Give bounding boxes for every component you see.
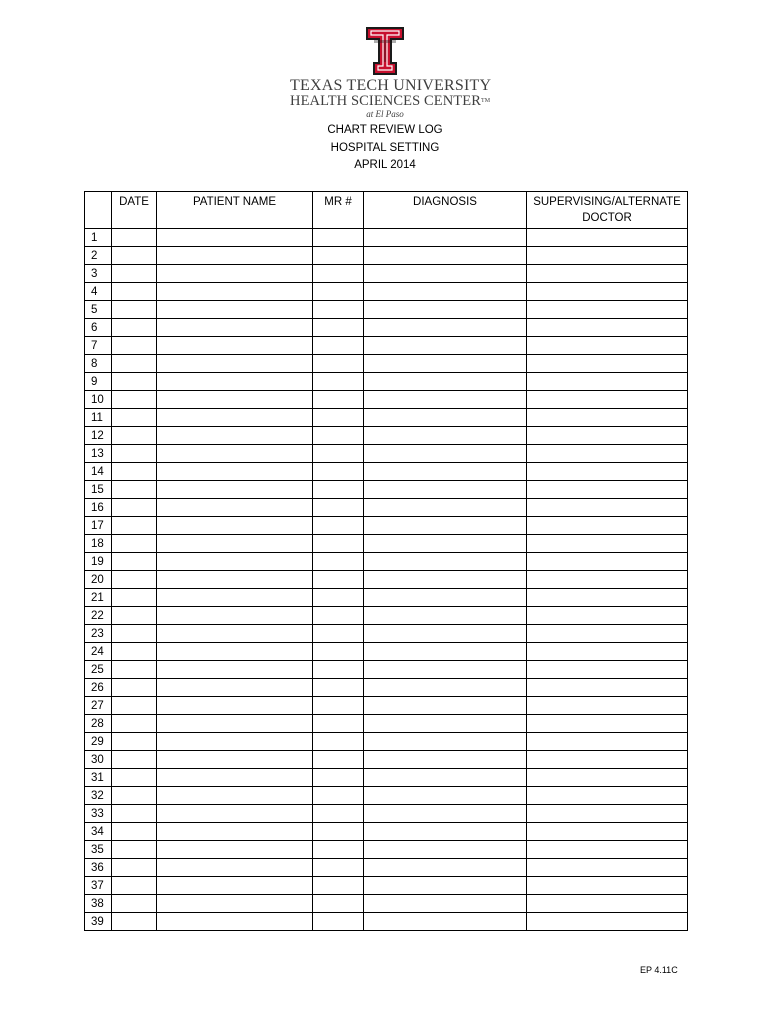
column-header-supervising-doctor: SUPERVISING/ALTERNATE DOCTOR — [527, 192, 688, 229]
date-cell[interactable] — [112, 913, 157, 931]
table-header-row — [85, 192, 688, 229]
patient-name-cell[interactable] — [157, 733, 313, 751]
mr-number-cell[interactable] — [313, 301, 364, 319]
mr-number-cell[interactable] — [313, 805, 364, 823]
log-setting: HOSPITAL SETTING — [330, 141, 440, 154]
patient-name-cell[interactable] — [157, 535, 313, 553]
trademark-mark: TM — [480, 98, 491, 104]
supervising-doctor-cell[interactable] — [527, 517, 688, 535]
supervising-doctor-cell[interactable] — [527, 445, 688, 463]
row-number: 4 — [85, 283, 112, 301]
diagnosis-cell[interactable] — [364, 877, 527, 895]
date-cell[interactable] — [112, 697, 157, 715]
date-cell[interactable] — [112, 715, 157, 733]
date-cell[interactable] — [112, 733, 157, 751]
date-cell[interactable] — [112, 607, 157, 625]
table-row — [85, 535, 688, 553]
patient-name-cell[interactable] — [157, 373, 313, 391]
mr-number-cell[interactable] — [313, 247, 364, 265]
mr-number-cell[interactable] — [313, 229, 364, 247]
date-cell[interactable] — [112, 301, 157, 319]
date-cell[interactable] — [112, 283, 157, 301]
table-row — [85, 283, 688, 301]
table-row — [85, 337, 688, 355]
table-row — [85, 355, 688, 373]
column-header-mr-number: MR # — [313, 192, 364, 229]
patient-name-cell[interactable] — [157, 481, 313, 499]
patient-name-cell[interactable] — [157, 787, 313, 805]
diagnosis-cell[interactable] — [364, 373, 527, 391]
mr-number-cell[interactable] — [313, 355, 364, 373]
column-header-number — [85, 192, 112, 229]
diagnosis-cell[interactable] — [364, 859, 527, 877]
table-row — [85, 715, 688, 733]
patient-name-cell[interactable] — [157, 607, 313, 625]
patient-name-cell[interactable] — [157, 823, 313, 841]
mr-number-cell[interactable] — [313, 319, 364, 337]
date-cell[interactable] — [112, 769, 157, 787]
diagnosis-cell[interactable] — [364, 301, 527, 319]
supervising-doctor-cell[interactable] — [527, 715, 688, 733]
row-number: 33 — [85, 805, 112, 823]
supervising-doctor-cell[interactable] — [527, 697, 688, 715]
supervising-doctor-cell[interactable] — [527, 751, 688, 769]
row-number: 11 — [85, 409, 112, 427]
date-cell[interactable] — [112, 337, 157, 355]
patient-name-cell[interactable] — [157, 913, 313, 931]
diagnosis-cell[interactable] — [364, 625, 527, 643]
date-cell[interactable] — [112, 841, 157, 859]
diagnosis-cell[interactable] — [364, 913, 527, 931]
patient-name-cell[interactable] — [157, 859, 313, 877]
diagnosis-cell[interactable] — [364, 823, 527, 841]
date-cell[interactable] — [112, 823, 157, 841]
diagnosis-cell[interactable] — [364, 643, 527, 661]
mr-number-cell[interactable] — [313, 733, 364, 751]
row-number: 37 — [85, 877, 112, 895]
date-cell[interactable] — [112, 751, 157, 769]
date-cell[interactable] — [112, 895, 157, 913]
patient-name-cell[interactable] — [157, 517, 313, 535]
row-number: 12 — [85, 427, 112, 445]
date-cell[interactable] — [112, 643, 157, 661]
table-row — [85, 841, 688, 859]
row-number: 19 — [85, 553, 112, 571]
date-cell[interactable] — [112, 787, 157, 805]
row-number: 38 — [85, 895, 112, 913]
table-row — [85, 823, 688, 841]
diagnosis-cell[interactable] — [364, 589, 527, 607]
diagnosis-cell[interactable] — [364, 463, 527, 481]
row-number: 5 — [85, 301, 112, 319]
row-number: 29 — [85, 733, 112, 751]
date-cell[interactable] — [112, 679, 157, 697]
table-row — [85, 247, 688, 265]
table-row — [85, 481, 688, 499]
mr-number-cell[interactable] — [313, 571, 364, 589]
table-row — [85, 463, 688, 481]
institution-line2: HEALTH SCIENCES CENTER™ — [290, 93, 491, 109]
table-row — [85, 517, 688, 535]
diagnosis-cell[interactable] — [364, 355, 527, 373]
table-row — [85, 391, 688, 409]
supervising-doctor-cell[interactable] — [527, 733, 688, 751]
diagnosis-cell[interactable] — [364, 679, 527, 697]
supervising-doctor-cell[interactable] — [527, 877, 688, 895]
diagnosis-cell[interactable] — [364, 553, 527, 571]
supervising-doctor-cell[interactable] — [527, 769, 688, 787]
date-cell[interactable] — [112, 517, 157, 535]
mr-number-cell[interactable] — [313, 337, 364, 355]
row-number: 1 — [85, 229, 112, 247]
table-row — [85, 607, 688, 625]
mr-number-cell[interactable] — [313, 445, 364, 463]
date-cell[interactable] — [112, 859, 157, 877]
patient-name-cell[interactable] — [157, 805, 313, 823]
patient-name-cell[interactable] — [157, 391, 313, 409]
table-row — [85, 589, 688, 607]
mr-number-cell[interactable] — [313, 265, 364, 283]
table-row — [85, 913, 688, 931]
date-cell[interactable] — [112, 481, 157, 499]
mr-number-cell[interactable] — [313, 679, 364, 697]
diagnosis-cell[interactable] — [364, 661, 527, 679]
table-row — [85, 679, 688, 697]
mr-number-cell[interactable] — [313, 535, 364, 553]
diagnosis-cell[interactable] — [364, 229, 527, 247]
date-cell[interactable] — [112, 391, 157, 409]
row-number: 30 — [85, 751, 112, 769]
table-row — [85, 265, 688, 283]
supervising-doctor-cell[interactable] — [527, 463, 688, 481]
row-number: 21 — [85, 589, 112, 607]
row-number: 22 — [85, 607, 112, 625]
patient-name-cell[interactable] — [157, 355, 313, 373]
patient-name-cell[interactable] — [157, 337, 313, 355]
double-t-logo-icon — [365, 26, 405, 76]
diagnosis-cell[interactable] — [364, 481, 527, 499]
patient-name-cell[interactable] — [157, 877, 313, 895]
supervising-doctor-cell[interactable] — [527, 805, 688, 823]
mr-number-cell[interactable] — [313, 607, 364, 625]
supervising-doctor-cell[interactable] — [527, 607, 688, 625]
patient-name-cell[interactable] — [157, 679, 313, 697]
row-number: 25 — [85, 661, 112, 679]
patient-name-cell[interactable] — [157, 229, 313, 247]
diagnosis-cell[interactable] — [364, 337, 527, 355]
supervising-doctor-cell[interactable] — [527, 661, 688, 679]
mr-number-cell[interactable] — [313, 895, 364, 913]
supervising-doctor-cell[interactable] — [527, 229, 688, 247]
patient-name-cell[interactable] — [157, 625, 313, 643]
patient-name-cell[interactable] — [157, 589, 313, 607]
diagnosis-cell[interactable] — [364, 571, 527, 589]
row-number: 20 — [85, 571, 112, 589]
supervising-doctor-cell[interactable] — [527, 283, 688, 301]
form-code: EP 4.11C — [640, 965, 678, 975]
patient-name-cell[interactable] — [157, 409, 313, 427]
table-row — [85, 445, 688, 463]
row-number: 2 — [85, 247, 112, 265]
column-header-date: DATE — [112, 192, 157, 229]
supervising-doctor-cell[interactable] — [527, 535, 688, 553]
date-cell[interactable] — [112, 427, 157, 445]
table-row — [85, 643, 688, 661]
supervising-doctor-cell[interactable] — [527, 481, 688, 499]
supervising-doctor-cell[interactable] — [527, 589, 688, 607]
date-cell[interactable] — [112, 445, 157, 463]
table-row — [85, 553, 688, 571]
row-number: 8 — [85, 355, 112, 373]
diagnosis-cell[interactable] — [364, 265, 527, 283]
patient-name-cell[interactable] — [157, 247, 313, 265]
date-cell[interactable] — [112, 553, 157, 571]
mr-number-cell[interactable] — [313, 481, 364, 499]
supervising-doctor-cell[interactable] — [527, 643, 688, 661]
patient-name-cell[interactable] — [157, 319, 313, 337]
supervising-doctor-cell[interactable] — [527, 625, 688, 643]
table-row — [85, 769, 688, 787]
supervising-doctor-cell[interactable] — [527, 247, 688, 265]
patient-name-cell[interactable] — [157, 643, 313, 661]
mr-number-cell[interactable] — [313, 787, 364, 805]
patient-name-cell[interactable] — [157, 445, 313, 463]
date-cell[interactable] — [112, 625, 157, 643]
supervising-doctor-cell[interactable] — [527, 913, 688, 931]
row-number: 9 — [85, 373, 112, 391]
table-row — [85, 301, 688, 319]
mr-number-cell[interactable] — [313, 643, 364, 661]
institution-line1: TEXAS TECH UNIVERSITY — [290, 77, 492, 94]
diagnosis-cell[interactable] — [364, 841, 527, 859]
supervising-doctor-cell[interactable] — [527, 391, 688, 409]
diagnosis-cell[interactable] — [364, 427, 527, 445]
table-row — [85, 625, 688, 643]
diagnosis-cell[interactable] — [364, 769, 527, 787]
log-title: CHART REVIEW LOG — [327, 124, 443, 136]
mr-number-cell[interactable] — [313, 499, 364, 517]
patient-name-cell[interactable] — [157, 463, 313, 481]
row-number: 39 — [85, 913, 112, 931]
row-number: 17 — [85, 517, 112, 535]
patient-name-cell[interactable] — [157, 301, 313, 319]
table-row — [85, 787, 688, 805]
patient-name-cell[interactable] — [157, 553, 313, 571]
date-cell[interactable] — [112, 589, 157, 607]
patient-name-cell[interactable] — [157, 571, 313, 589]
diagnosis-cell[interactable] — [364, 445, 527, 463]
patient-name-cell[interactable] — [157, 661, 313, 679]
mr-number-cell[interactable] — [313, 283, 364, 301]
row-number: 14 — [85, 463, 112, 481]
mr-number-cell[interactable] — [313, 769, 364, 787]
institution-name — [290, 78, 490, 119]
row-number: 18 — [85, 535, 112, 553]
row-number: 32 — [85, 787, 112, 805]
table-row — [85, 697, 688, 715]
mr-number-cell[interactable] — [313, 373, 364, 391]
mr-number-cell[interactable] — [313, 823, 364, 841]
mr-number-cell[interactable] — [313, 391, 364, 409]
mr-number-cell[interactable] — [313, 877, 364, 895]
date-cell[interactable] — [112, 463, 157, 481]
document-heading — [0, 122, 770, 175]
diagnosis-cell[interactable] — [364, 247, 527, 265]
mr-number-cell[interactable] — [313, 841, 364, 859]
supervising-doctor-cell[interactable] — [527, 499, 688, 517]
row-number: 13 — [85, 445, 112, 463]
diagnosis-cell[interactable] — [364, 607, 527, 625]
date-cell[interactable] — [112, 499, 157, 517]
supervising-doctor-cell[interactable] — [527, 841, 688, 859]
date-cell[interactable] — [112, 229, 157, 247]
supervising-doctor-cell[interactable] — [527, 427, 688, 445]
table-row — [85, 373, 688, 391]
date-cell[interactable] — [112, 373, 157, 391]
table-row — [85, 859, 688, 877]
mr-number-cell[interactable] — [313, 697, 364, 715]
mr-number-cell[interactable] — [313, 715, 364, 733]
supervising-doctor-cell[interactable] — [527, 679, 688, 697]
diagnosis-cell[interactable] — [364, 895, 527, 913]
table-row — [85, 877, 688, 895]
table-row — [85, 409, 688, 427]
diagnosis-cell[interactable] — [364, 409, 527, 427]
supervising-doctor-cell[interactable] — [527, 823, 688, 841]
date-cell[interactable] — [112, 805, 157, 823]
table-row — [85, 319, 688, 337]
supervising-doctor-cell[interactable] — [527, 301, 688, 319]
patient-name-cell[interactable] — [157, 715, 313, 733]
table-body — [85, 229, 688, 931]
diagnosis-cell[interactable] — [364, 751, 527, 769]
mr-number-cell[interactable] — [313, 661, 364, 679]
supervising-doctor-cell[interactable] — [527, 409, 688, 427]
row-number: 10 — [85, 391, 112, 409]
mr-number-cell[interactable] — [313, 859, 364, 877]
diagnosis-cell[interactable] — [364, 715, 527, 733]
mr-number-cell[interactable] — [313, 427, 364, 445]
date-cell[interactable] — [112, 571, 157, 589]
row-number: 34 — [85, 823, 112, 841]
patient-name-cell[interactable] — [157, 841, 313, 859]
table-row — [85, 895, 688, 913]
patient-name-cell[interactable] — [157, 697, 313, 715]
patient-name-cell[interactable] — [157, 283, 313, 301]
table-row — [85, 427, 688, 445]
table-row — [85, 733, 688, 751]
diagnosis-cell[interactable] — [364, 535, 527, 553]
table-row — [85, 571, 688, 589]
patient-name-cell[interactable] — [157, 751, 313, 769]
column-header-patient-name: PATIENT NAME — [157, 192, 313, 229]
diagnosis-cell[interactable] — [364, 517, 527, 535]
row-number: 26 — [85, 679, 112, 697]
row-number: 28 — [85, 715, 112, 733]
diagnosis-cell[interactable] — [364, 787, 527, 805]
row-number: 35 — [85, 841, 112, 859]
diagnosis-cell[interactable] — [364, 733, 527, 751]
date-cell[interactable] — [112, 247, 157, 265]
supervising-doctor-cell[interactable] — [527, 895, 688, 913]
row-number: 6 — [85, 319, 112, 337]
date-cell[interactable] — [112, 535, 157, 553]
supervising-doctor-cell[interactable] — [527, 337, 688, 355]
row-number: 27 — [85, 697, 112, 715]
date-cell[interactable] — [112, 355, 157, 373]
patient-name-cell[interactable] — [157, 265, 313, 283]
supervising-doctor-cell[interactable] — [527, 859, 688, 877]
date-cell[interactable] — [112, 661, 157, 679]
table-row — [85, 661, 688, 679]
diagnosis-cell[interactable] — [364, 499, 527, 517]
row-number: 31 — [85, 769, 112, 787]
mr-number-cell[interactable] — [313, 589, 364, 607]
date-cell[interactable] — [112, 319, 157, 337]
supervising-doctor-cell[interactable] — [527, 553, 688, 571]
mr-number-cell[interactable] — [313, 625, 364, 643]
date-cell[interactable] — [112, 877, 157, 895]
row-number: 24 — [85, 643, 112, 661]
mr-number-cell[interactable] — [313, 517, 364, 535]
supervising-doctor-cell[interactable] — [527, 571, 688, 589]
supervising-doctor-cell[interactable] — [527, 787, 688, 805]
mr-number-cell[interactable] — [313, 913, 364, 931]
mr-number-cell[interactable] — [313, 409, 364, 427]
institution-line3: at El Paso — [366, 109, 404, 119]
supervising-doctor-cell[interactable] — [527, 355, 688, 373]
row-number: 7 — [85, 337, 112, 355]
row-number: 16 — [85, 499, 112, 517]
table-row — [85, 229, 688, 247]
row-number: 23 — [85, 625, 112, 643]
diagnosis-cell[interactable] — [364, 319, 527, 337]
supervising-doctor-cell[interactable] — [527, 373, 688, 391]
mr-number-cell[interactable] — [313, 751, 364, 769]
table-row — [85, 805, 688, 823]
supervising-doctor-cell[interactable] — [527, 265, 688, 283]
diagnosis-cell[interactable] — [364, 805, 527, 823]
column-header-diagnosis: DIAGNOSIS — [364, 192, 527, 229]
mr-number-cell[interactable] — [313, 463, 364, 481]
date-cell[interactable] — [112, 409, 157, 427]
patient-name-cell[interactable] — [157, 769, 313, 787]
diagnosis-cell[interactable] — [364, 697, 527, 715]
table-row — [85, 499, 688, 517]
date-cell[interactable] — [112, 265, 157, 283]
log-period: APRIL 2014 — [354, 159, 416, 171]
table-row — [85, 751, 688, 769]
patient-name-cell[interactable] — [157, 427, 313, 445]
patient-name-cell[interactable] — [157, 895, 313, 913]
chart-review-table — [84, 191, 688, 931]
row-number: 15 — [85, 481, 112, 499]
supervising-doctor-cell[interactable] — [527, 319, 688, 337]
patient-name-cell[interactable] — [157, 499, 313, 517]
diagnosis-cell[interactable] — [364, 283, 527, 301]
row-number: 3 — [85, 265, 112, 283]
mr-number-cell[interactable] — [313, 553, 364, 571]
diagnosis-cell[interactable] — [364, 391, 527, 409]
row-number: 36 — [85, 859, 112, 877]
logo — [0, 26, 770, 76]
